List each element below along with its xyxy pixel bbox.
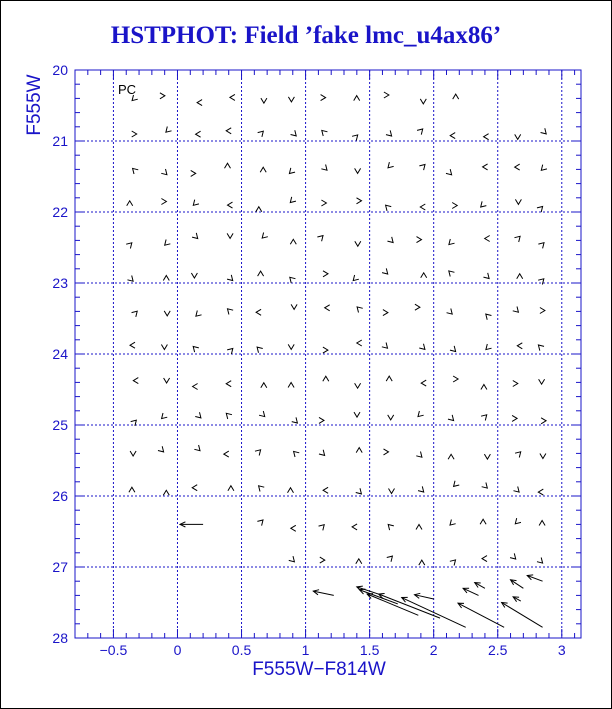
chevron-marker — [421, 380, 426, 386]
chevron-marker — [227, 233, 233, 238]
chevron-marker — [355, 168, 361, 173]
panel-label: PC — [118, 82, 137, 97]
chevron-marker — [255, 345, 263, 353]
chevron-marker — [480, 519, 486, 524]
chevron-marker — [352, 524, 357, 530]
chevron-marker — [319, 417, 324, 423]
chevron-marker — [355, 305, 363, 313]
chevron-marker — [416, 525, 422, 530]
chevron-marker — [291, 130, 299, 138]
chevron-marker — [323, 376, 329, 381]
y-tick-label: 26 — [52, 488, 68, 504]
chevron-marker — [515, 199, 521, 204]
vector-line — [502, 603, 543, 628]
chevron-marker — [259, 411, 267, 419]
chevron-marker — [321, 200, 326, 206]
chevron-marker — [126, 241, 134, 249]
chevron-marker — [355, 241, 361, 246]
chevron-marker — [356, 448, 362, 453]
chevron-marker — [382, 343, 390, 351]
chevron-marker — [132, 131, 137, 137]
chevron-marker — [513, 486, 521, 494]
chevron-marker — [163, 276, 169, 281]
chevron-marker — [479, 201, 487, 209]
chevron-marker — [415, 304, 420, 310]
chevron-marker — [127, 201, 133, 206]
vector-arrowhead — [502, 603, 508, 608]
chevron-marker — [291, 525, 296, 531]
chevron-marker — [540, 454, 546, 459]
chevron-marker — [292, 417, 300, 425]
y-axis-label: F555W — [24, 74, 45, 136]
chevron-marker — [159, 413, 167, 421]
chevron-marker — [258, 271, 264, 276]
chevron-marker — [130, 451, 136, 456]
chevron-marker — [323, 271, 328, 277]
y-tick-label: 20 — [52, 62, 68, 78]
chevron-marker — [536, 343, 544, 351]
chevron-marker — [450, 346, 458, 354]
chevron-marker — [538, 489, 543, 495]
chevron-marker — [352, 133, 360, 141]
chevron-marker — [416, 452, 424, 460]
y-tick-label: 23 — [52, 275, 68, 291]
chevron-marker — [387, 237, 395, 245]
chevron-marker — [482, 482, 490, 490]
chevron-marker — [513, 381, 518, 387]
chevron-marker — [228, 486, 234, 491]
chevron-marker — [448, 519, 456, 527]
x-tick-label: 0 — [173, 642, 182, 658]
chevron-marker — [483, 273, 491, 281]
chevron-marker — [288, 488, 294, 493]
chevron-marker — [288, 383, 294, 388]
chevron-marker — [452, 203, 457, 209]
chevron-marker — [386, 522, 394, 530]
chevron-marker — [129, 487, 135, 492]
chevron-marker — [192, 233, 200, 241]
chevron-marker — [191, 273, 197, 278]
chevron-marker — [418, 486, 426, 494]
chevron-marker — [127, 276, 135, 284]
vector-line — [359, 590, 397, 604]
chevron-marker — [355, 383, 361, 388]
vector-line — [511, 580, 524, 589]
chevron-marker — [227, 346, 235, 354]
chevron-marker — [161, 169, 169, 177]
chevron-marker — [384, 449, 389, 455]
chevron-marker — [161, 199, 166, 205]
chevron-marker — [538, 241, 546, 249]
y-tick-label: 24 — [52, 346, 68, 362]
chevron-marker — [291, 304, 297, 309]
chevron-marker — [260, 232, 268, 240]
chevron-marker — [453, 376, 458, 382]
x-tick-label: 2 — [429, 642, 438, 658]
chevron-marker — [484, 134, 489, 140]
chevron-marker — [351, 275, 359, 283]
vector-line — [379, 594, 440, 618]
chevron-marker — [419, 560, 425, 565]
chevron-marker — [420, 204, 425, 210]
chevron-marker — [515, 164, 520, 170]
chevron-marker — [419, 344, 427, 352]
chevron-marker — [227, 275, 235, 283]
chevron-marker — [164, 378, 170, 383]
chevron-marker — [512, 415, 517, 421]
vector-arrows — [180, 522, 543, 628]
chevron-marker — [132, 309, 140, 317]
chevron-marker — [389, 489, 395, 494]
chevron-marker — [453, 94, 459, 99]
chevron-marker — [484, 454, 490, 459]
chevron-marker — [290, 239, 296, 244]
x-tick-label: 1 — [301, 642, 310, 658]
chevron-marker — [356, 488, 364, 496]
chevron-marker — [323, 487, 328, 493]
chevron-marker — [416, 411, 424, 419]
x-axis-label: F555W−F814W — [252, 659, 386, 680]
chevron-marker — [196, 131, 201, 137]
chevron-marker — [163, 490, 169, 495]
chevron-marker — [485, 236, 490, 242]
chevron-marker — [537, 204, 545, 212]
chevron-marker — [291, 449, 299, 457]
chevron-marker — [192, 485, 197, 491]
chevron-marker — [387, 554, 395, 562]
chevron-marker — [386, 162, 394, 170]
chevron-marker — [224, 411, 232, 419]
chevron-marker — [320, 557, 325, 563]
chevron-marker — [323, 347, 328, 353]
chevron-marker — [383, 203, 391, 211]
chevron-marker — [191, 344, 199, 352]
chevron-marker — [191, 170, 196, 176]
x-tick-label: 3 — [557, 642, 566, 658]
chevron-marker — [225, 307, 233, 315]
chevron-marker — [193, 384, 198, 390]
chevron-marker — [191, 200, 199, 208]
chevron-marker — [482, 556, 487, 562]
chevron-marker — [382, 268, 390, 276]
chevron-marker — [256, 309, 261, 315]
chevron-marker — [164, 127, 172, 135]
x-tick-label: 2.5 — [487, 642, 508, 658]
y-tick-label: 25 — [52, 417, 68, 433]
chevron-marker — [257, 518, 265, 526]
chevron-marker — [258, 129, 266, 137]
chevron-marker — [260, 167, 266, 172]
y-tick-label: 21 — [52, 133, 68, 149]
chevron-marker — [383, 310, 388, 316]
chevron-marker — [539, 165, 547, 173]
chevron-marker — [197, 100, 202, 106]
chevron-marker — [513, 307, 521, 315]
chevron-marker — [447, 239, 455, 247]
chevron-marker — [194, 445, 202, 453]
y-tick-label: 22 — [52, 204, 68, 220]
axis-ticks — [52, 62, 581, 658]
chevron-marker — [160, 93, 165, 99]
chevron-marker — [356, 559, 362, 564]
chevron-marker — [354, 412, 360, 417]
chevron-marker — [158, 446, 166, 454]
chevron-marker — [446, 169, 454, 177]
chevron-marker — [417, 237, 422, 243]
chevron-marker — [421, 273, 427, 278]
chevron-marker — [230, 94, 235, 100]
chevron-marker — [539, 521, 545, 526]
chevron-marker — [354, 96, 360, 101]
chart-title: HSTPHOT: Field ’fake lmc_u4ax86’ — [110, 22, 502, 49]
chevron-marker — [226, 128, 231, 134]
chevron-marker — [288, 275, 296, 283]
grid-lines — [75, 70, 581, 638]
chevron-marker — [288, 97, 294, 102]
chevron-marker — [228, 202, 233, 208]
chevron-marker — [261, 98, 267, 103]
x-tick-label: 1.5 — [359, 642, 380, 658]
chevron-marker — [163, 240, 171, 248]
chevron-marker — [541, 418, 546, 424]
chevron-marker — [515, 450, 523, 458]
y-tick-label: 28 — [52, 630, 68, 646]
chevron-marker — [225, 163, 231, 168]
chevron-marker — [255, 448, 263, 456]
chevron-marker — [317, 233, 325, 241]
chevron-marker — [484, 312, 492, 320]
chevron-marker — [539, 379, 545, 384]
chevron-marker — [537, 557, 545, 565]
chevron-marker — [447, 269, 455, 277]
chevron-marker — [419, 162, 427, 170]
vector-line — [367, 594, 418, 615]
chevron-marker — [133, 378, 138, 384]
chevron-marker — [450, 558, 458, 566]
chevron-marker — [161, 345, 167, 350]
chevron-marker — [319, 450, 327, 458]
chevron-marker — [447, 308, 455, 316]
chevron-marker — [481, 413, 489, 421]
y-tick-label: 27 — [52, 559, 68, 575]
chevron-marker — [164, 311, 170, 316]
chevron-marker — [289, 556, 297, 564]
chevron-marker — [513, 518, 521, 526]
chevron-marker — [517, 274, 523, 279]
chevron-marker — [384, 92, 389, 98]
glyph-markers — [126, 92, 548, 566]
x-tick-label: −0.5 — [99, 642, 128, 658]
chevron-marker — [226, 381, 231, 387]
chevron-marker — [261, 383, 267, 388]
chevron-marker — [287, 168, 295, 176]
chevron-marker — [540, 308, 545, 314]
chevron-marker — [321, 95, 326, 101]
chevron-marker — [321, 165, 329, 173]
vector-line — [458, 603, 504, 627]
chevron-marker — [386, 130, 394, 138]
chevron-marker — [194, 311, 202, 319]
chevron-marker — [514, 234, 522, 242]
chevron-marker — [224, 451, 229, 457]
chevron-marker — [517, 343, 522, 349]
chevron-marker — [448, 415, 456, 423]
chevron-marker — [417, 127, 425, 135]
chevron-marker — [451, 481, 459, 489]
chevron-marker — [256, 484, 264, 492]
chevron-marker — [450, 133, 455, 139]
chevron-marker — [420, 99, 426, 104]
x-tick-label: 0.5 — [231, 642, 252, 658]
chevron-marker — [510, 553, 518, 561]
vector-arrowhead — [511, 580, 517, 585]
vector-line — [463, 588, 478, 595]
chevron-marker — [319, 523, 327, 531]
chevron-marker — [357, 198, 362, 204]
chevron-marker — [388, 415, 394, 420]
chevron-marker — [541, 128, 549, 136]
chevron-marker — [256, 207, 262, 212]
chevron-marker — [481, 385, 487, 390]
chevron-marker — [130, 342, 135, 348]
chevron-marker — [484, 344, 492, 352]
chevron-marker — [483, 164, 488, 170]
chevron-marker — [515, 134, 521, 139]
chevron-marker — [448, 454, 454, 459]
chevron-marker — [386, 376, 392, 381]
chevron-marker — [320, 128, 328, 136]
chevron-marker — [325, 305, 330, 311]
chevron-marker — [357, 340, 362, 346]
chevron-marker — [195, 412, 203, 420]
chevron-marker — [288, 344, 294, 349]
chevron-marker — [130, 166, 138, 174]
chevron-marker — [288, 197, 296, 205]
